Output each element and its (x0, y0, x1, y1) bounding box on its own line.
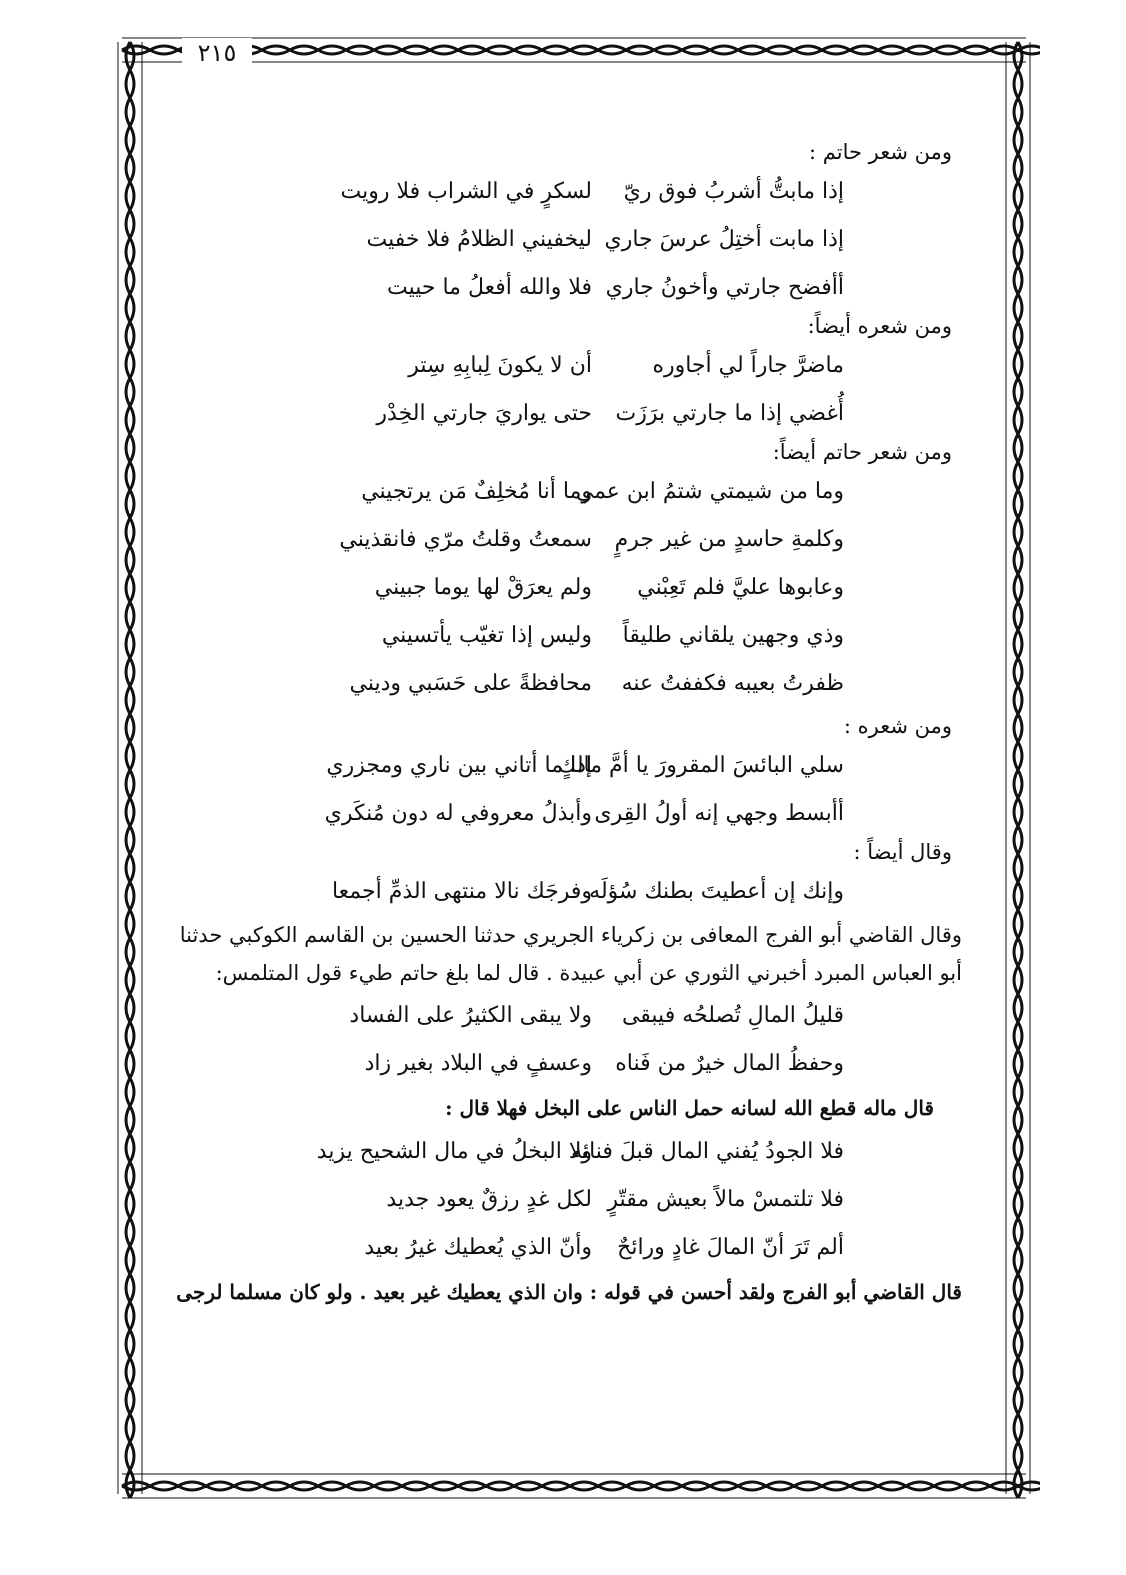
hemistich-first: قليلُ المالِ تُصلحُه فيبقى (621, 1003, 844, 1028)
hemistich-first: ماضرَّ جاراً لي أجاوره (652, 353, 844, 378)
hemistich-first: وعابوها عليَّ فلم تَعِبْني (637, 575, 844, 600)
hemistich-first: إذا مابتُّ أشربُ فوق ريّ (623, 179, 844, 204)
poem-block-1 (200, 168, 944, 312)
page-number: ٢١٥ (182, 38, 252, 68)
hemistich-second: لكل غدٍ رزقٌ يعود جديد (386, 1187, 592, 1212)
hemistich-first: وإنك إن أعطيتَ بطنك سُؤلَه (589, 879, 844, 904)
hemistich-second: ولم يعرَقْ لها يوما جبيني (374, 575, 592, 600)
verse-line (200, 612, 944, 660)
verse-line (200, 992, 944, 1040)
verse-line (200, 168, 944, 216)
hemistich-second: حتى يواريَ جارتي الخِدْر (376, 401, 592, 426)
hemistich-first: إذا مابت أختِلُ عرسَ جاري (604, 227, 844, 252)
verse-line (200, 1176, 944, 1224)
hemistich-second: ولا البخلُ في مال الشحيح يزيد (316, 1139, 592, 1164)
hemistich-first: أأبسط وجهي إنه أولُ القِرى (594, 801, 844, 826)
hemistich-second: وأبذلُ معروفي له دون مُنكَري (324, 801, 592, 826)
page-body (176, 132, 962, 1312)
verse-line (200, 516, 944, 564)
verse-line (200, 216, 944, 264)
hemistich-second: لسكرٍ في الشراب فلا رويت (340, 179, 592, 204)
hemistich-second: وفرجَك نالا منتهى الذمِّ أجمعا (331, 879, 592, 904)
hemistich-second: فلا والله أفعلُ ما حييت (386, 275, 592, 300)
verse-line (200, 868, 944, 916)
verse-line (200, 1224, 944, 1272)
poem-block-5 (200, 868, 944, 916)
poem-block-3 (200, 468, 944, 708)
hemistich-second: إذا ما أتاني بين ناري ومجزري (326, 753, 592, 778)
poem-block-2 (200, 342, 944, 438)
poem-block-6 (200, 992, 944, 1088)
hemistich-first: وحفظُ المال خيرٌ من فَناه (615, 1051, 844, 1076)
hemistich-second: سمعتُ وقلتُ مرّي فانقذيني (339, 527, 592, 552)
section-heading: ومن شعره : (843, 714, 952, 738)
hemistich-second: أن لا يكونَ لِبابِهِ سِتر (408, 353, 592, 378)
hemistich-first: فلا الجودُ يُفني المال قبلَ فنائه (571, 1139, 844, 1164)
hemistich-first: فلا تلتمسْ مالاً بعيش مقتّرٍ (607, 1187, 844, 1212)
hemistich-second: وليس إذا تغيّب يأتسيني (381, 623, 592, 648)
hemistich-second: وأنّ الذي يُعطيك غيرُ بعيد (364, 1235, 592, 1260)
hemistich-second: ولا يبقى الكثيرُ على الفساد (349, 1003, 592, 1028)
section-heading: ومن شعر حاتم أيضاً: (772, 440, 952, 464)
poem-block-7 (200, 1128, 944, 1272)
prose-line: قال القاضي أبو الفرج ولقد أحسن في قوله : وان الذي يعطيك غير بعيد . ولو كان مسلما لرجى (176, 1280, 962, 1304)
hemistich-first: ألم تَرَ أنّ المالَ غادٍ ورائحٌ (617, 1235, 844, 1260)
verse-line (200, 742, 944, 790)
verse-line (200, 264, 944, 312)
section-heading: ومن شعر حاتم : (809, 140, 952, 164)
poem-block-4 (200, 742, 944, 838)
verse-line (200, 564, 944, 612)
verse-line (200, 660, 944, 708)
section-heading: وقال أيضاً : (853, 840, 952, 864)
hemistich-first: وذي وجهين يلقاني طليقاً (622, 623, 844, 648)
verse-line (200, 1128, 944, 1176)
hemistich-first: ظفرتُ بعيبه فكففتُ عنه (621, 671, 844, 696)
prose-line: وقال القاضي أبو الفرج المعافى بن زكرياء الجريري حدثنا الحسين بن القاسم الكوكبي حدثنا (179, 923, 962, 947)
verse-line (200, 342, 944, 390)
hemistich-second: محافظةً على حَسَبي وديني (349, 671, 592, 696)
verse-line (200, 468, 944, 516)
hemistich-second: وعسفٍ في البلاد بغير زاد (364, 1051, 592, 1076)
verse-line (200, 790, 944, 838)
hemistich-first: أأفضح جارتي وأخونُ جاري (605, 275, 844, 300)
prose-line: قال ماله قطع الله لسانه حمل الناس على البخل فهلا قال : (445, 1096, 934, 1120)
hemistich-first: أُغضي إذا ما جارتي برَزَت (615, 401, 844, 426)
verse-line (200, 1040, 944, 1088)
verse-line (200, 390, 944, 438)
section-heading: ومن شعره أيضاً: (807, 314, 952, 338)
hemistich-second: ليخفيني الظلامُ فلا خفيت (366, 227, 592, 252)
hemistich-first: سلي البائسَ المقرورَ يا أمَّ مالكٍ (558, 753, 844, 778)
prose-line: أبو العباس المبرد أخبرني الثوري عن أبي عبيدة . قال لما بلغ حاتم طيء قول المتلمس: (215, 961, 962, 985)
hemistich-first: وكلمةِ حاسدٍ من غير جرمٍ (614, 527, 844, 552)
hemistich-first: وما من شيمتي شتمُ ابن عمي (575, 479, 844, 504)
hemistich-second: وما أنا مُخلِفٌ مَن يرتجيني (361, 479, 592, 504)
